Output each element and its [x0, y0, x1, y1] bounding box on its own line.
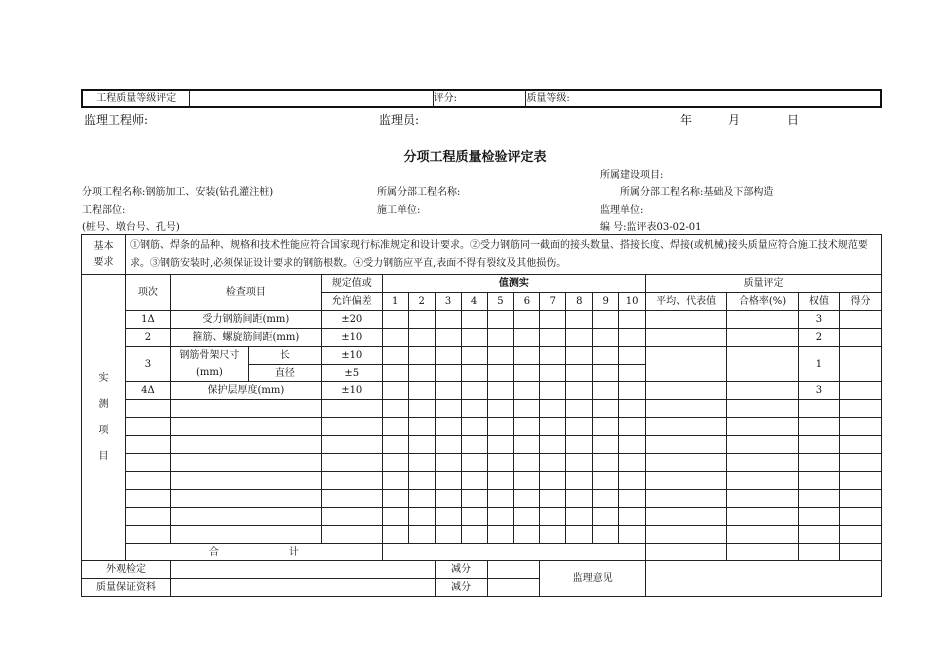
date-year: 年 [680, 113, 693, 127]
table-row [82, 311, 882, 329]
inspector-signature: 监理员: [379, 113, 420, 127]
table-row [82, 436, 882, 454]
info-project: 所属建设项目: [600, 170, 664, 181]
quality-docs-deduct-label: 减分 [435, 579, 487, 597]
score-label: 评分: [433, 90, 526, 107]
header-rate: 合格率(%) [727, 293, 799, 311]
table-row [82, 400, 882, 418]
appearance-label: 外观检定 [82, 561, 171, 579]
table-row [82, 382, 882, 400]
col-2: 2 [408, 293, 435, 311]
engineer-signature: 监理工程师: [84, 113, 149, 127]
quality-docs-label: 质量保证资料 [82, 579, 171, 597]
header-score: 得分 [839, 293, 881, 311]
page-title: 分项工程质量检验评定表 [403, 150, 547, 165]
row-item: 钢筋骨架尺寸 (mm) [170, 347, 248, 382]
total-label: 合 计 [125, 544, 382, 561]
header-item: 检查项目 [170, 275, 321, 311]
info-number: 编 号:监评表03-02-01 [600, 222, 702, 233]
row-subitem: 直径 [248, 365, 321, 382]
row-item: 保护层厚度(mm) [170, 382, 321, 400]
col-1: 1 [382, 293, 408, 311]
appearance-row [82, 561, 882, 579]
row-spec: ±10 [321, 382, 382, 400]
info-sub-project: 所属分部工程名称: [377, 187, 461, 198]
row-weight: 2 [799, 329, 840, 347]
basic-requirements-text: ①钢筋、焊条的品种、规格和技术性能应符合国家现行标准规定和设计要求。②受力钢筋同一截面的接头数量、搭接长度、焊接(或机械)接头质量应符合施工技术规范要求。③钢筋安装时,必须保证设计要求的钢筋根数。④受力钢筋应平直,表面不得有裂纹及其他损伤。 [125, 235, 881, 275]
table-row [82, 418, 882, 436]
table-row [82, 490, 882, 508]
header-measured: 值测实 [382, 275, 645, 293]
header-spec-line2: 允许偏差 [321, 293, 382, 311]
header-quality: 质量评定 [646, 275, 882, 293]
col-7: 7 [540, 293, 566, 311]
measured-items-side-label: 实 测 项 目 [82, 275, 126, 561]
row-seq: 1Δ [125, 311, 170, 329]
quality-grade-label: 质量等级: [526, 90, 881, 107]
row-item: 受力钢筋间距(mm) [170, 311, 321, 329]
grade-evaluation-blank [190, 90, 433, 107]
row-subitem: 长 [248, 347, 321, 365]
col-6: 6 [514, 293, 540, 311]
row-spec: ±10 [321, 329, 382, 347]
info-construction-unit: 施工单位: [377, 205, 421, 216]
table-row [82, 454, 882, 472]
info-sub-project-right: 所属分部工程名称:基础及下部构造 [620, 187, 774, 198]
row-weight: 3 [799, 311, 840, 329]
info-supervision-unit: 监理单位: [600, 205, 644, 216]
row-spec: ±5 [321, 365, 382, 382]
inspection-table [81, 234, 882, 597]
info-item-name: 分项工程名称:钢筋加工、安装(钻孔灌注桩) [82, 187, 274, 198]
appearance-deduct-label: 减分 [435, 561, 487, 579]
col-9: 9 [593, 293, 619, 311]
row-seq: 3 [125, 347, 170, 382]
row-spec: ±10 [321, 347, 382, 365]
header-avg: 平均、代表值 [646, 293, 727, 311]
row-item: 箍筋、螺旋筋间距(mm) [170, 329, 321, 347]
table-row [82, 329, 882, 347]
table-row [82, 472, 882, 490]
grade-evaluation-label: 工程质量等级评定 [82, 90, 190, 107]
date-month: 月 [728, 113, 741, 127]
col-4: 4 [461, 293, 487, 311]
info-stake: (桩号、墩台号、孔号) [82, 222, 180, 233]
col-10: 10 [619, 293, 646, 311]
row-weight: 1 [799, 347, 840, 382]
total-row [82, 544, 882, 561]
col-3: 3 [435, 293, 461, 311]
row-seq: 2 [125, 329, 170, 347]
info-part: 工程部位: [82, 205, 126, 216]
basic-requirements-label: 基本 要求 [82, 235, 126, 275]
header-seq: 项次 [125, 275, 170, 311]
table-row [82, 508, 882, 526]
col-5: 5 [487, 293, 514, 311]
col-8: 8 [566, 293, 593, 311]
table-row [82, 526, 882, 544]
row-weight: 3 [799, 382, 840, 400]
row-spec: ±20 [321, 311, 382, 329]
table-row [82, 347, 882, 365]
header-spec-line1: 规定值或 [321, 275, 382, 293]
date-day: 日 [787, 113, 800, 127]
row-seq: 4Δ [125, 382, 170, 400]
header-weight: 权值 [799, 293, 840, 311]
grade-evaluation-table [81, 89, 882, 108]
supervision-opinion-label: 监理意见 [540, 561, 646, 597]
